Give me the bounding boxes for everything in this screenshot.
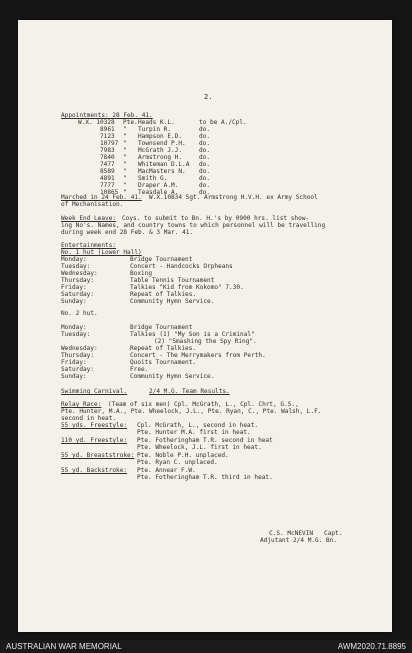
swim-result: Pte. Fotheringham T.R. third in heat. (137, 474, 273, 481)
appointment-rank: " (123, 147, 127, 154)
schedule-day: Tuesday: (61, 331, 91, 338)
schedule-event: Repeat of Talkies. (130, 291, 197, 298)
swim-event: 55 yd. Backstroke: (61, 467, 128, 474)
schedule-event: Table Tennis Tournament (130, 277, 215, 284)
schedule-event: Repeat of Talkies. (130, 345, 197, 352)
schedule-day: Friday: (61, 284, 87, 291)
appointment-number: 7477 (100, 161, 115, 168)
appointment-number: W.X. 10328 (78, 119, 115, 126)
schedule-event: Community Hymn Service. (130, 373, 215, 380)
relay-heading: Relay Race: (61, 401, 102, 408)
swimming-results-heading: 2/4 M.G. Team Results. (149, 388, 230, 395)
relay-text: (Team of six men) Cpl. McGrath, L., Cpl. Chrt, G.S., (108, 401, 299, 408)
appointment-action: to be A./Cpl. (199, 119, 247, 126)
marched-in-heading: Marched in 24 Feb. 41. (61, 194, 142, 201)
footer-institution: AUSTRALIAN WAR MEMORIAL (6, 642, 122, 651)
appointment-number: 8589 (100, 168, 115, 175)
schedule-day: Tuesday: (61, 263, 91, 270)
appointment-action: do. (199, 189, 211, 196)
week-end-leave-text-3: during week end 28 Feb. & 3 Mar. 41. (61, 229, 194, 236)
appointment-number: 10797 (100, 140, 119, 147)
appointment-name: MacMasters N. (138, 168, 186, 175)
appointment-rank: " (123, 126, 127, 133)
signature-title: Adjutant 2/4 M.G. Bn. (260, 537, 338, 544)
swim-result: Pte. Ryan C. unplaced. (137, 459, 218, 466)
week-end-leave-text: Coys. to submit to Bn. H.'s by 0900 hrs. list show- (122, 215, 310, 222)
schedule-event: Community Hymn Service. (130, 298, 215, 305)
relay-text-2: Pte. Hunter, M.A., Pte. Wheelock, J.L., Pte. Ryan, C., Pte. Walsh, L.F. (61, 408, 322, 415)
appointment-number: 4891 (100, 175, 115, 182)
appointment-action: do. (199, 140, 211, 147)
appointment-number: 7777 (100, 182, 115, 189)
appointments-heading: Appointments: 28 Feb. 41. (61, 112, 153, 119)
swim-result: Pte. Noble P.H. unplaced. (137, 452, 229, 459)
page-number: 2. (204, 93, 213, 101)
hut1-title: No. 1 hut (Lower Hall) (61, 249, 142, 256)
swim-result: Pte. Annear F.W. (137, 467, 196, 474)
appointment-rank: " (123, 140, 127, 147)
schedule-event: Free. (130, 366, 149, 373)
appointment-rank: " (123, 154, 127, 161)
signature-name: C.S. McNEVIN Capt. (269, 530, 343, 537)
swim-result: Pte. Fotheringham T.R. second in heat (137, 437, 273, 444)
schedule-event: Talkies (1) "My Son is a Criminal" (130, 331, 255, 338)
appointment-number: 7123 (100, 133, 115, 140)
footer-bar (0, 640, 412, 653)
appointment-number: 7840 (100, 154, 115, 161)
schedule-event: Quoits Tournament. (130, 359, 197, 366)
appointment-action: do. (199, 154, 211, 161)
swim-result: Cpl. McGrath, L., second in heat. (137, 422, 259, 429)
swim-result: Pte. Hunter M.A. first in heat. (137, 429, 251, 436)
appointment-action: do. (199, 175, 211, 182)
appointment-number: 8961 (100, 126, 115, 133)
appointment-name: Townsend P.H. (138, 140, 186, 147)
hut2-title: No. 2 hut. (61, 310, 98, 317)
schedule-event: Boxing (130, 270, 153, 277)
schedule-event: Bridge Tournament (130, 256, 193, 263)
appointment-rank: " (123, 182, 127, 189)
swim-event: 110 yd. Freestyle: (61, 437, 128, 444)
appointment-rank: " (123, 133, 127, 140)
appointment-name: McGrath J.J. (138, 147, 183, 154)
relay-text-3: second in heat. (61, 415, 117, 422)
appointment-action: do. (199, 147, 211, 154)
appointment-name: Hampson E.D. (138, 133, 183, 140)
schedule-day: Thursday: (61, 277, 95, 284)
appointment-rank: " (123, 189, 127, 196)
schedule-day: Thursday: (61, 352, 95, 359)
swimming-heading: Swimming Carnival. (61, 388, 128, 395)
schedule-day: Sunday: (61, 298, 87, 305)
appointment-action: do. (199, 168, 211, 175)
appointment-rank: " (123, 161, 127, 168)
schedule-day: Wednesday: (61, 345, 98, 352)
marched-in-text-2: of Mechanisation. (61, 201, 124, 208)
schedule-day: Monday: (61, 256, 87, 263)
schedule-day: Saturday: (61, 366, 95, 373)
appointment-name: Draper A.M. (138, 182, 179, 189)
appointment-rank: Pte. (123, 119, 138, 126)
appointment-action: do. (199, 126, 211, 133)
appointment-name: Armstrong H. (138, 154, 183, 161)
appointment-name: Heads K.L. (138, 119, 175, 126)
week-end-leave-text-2: ing No's. Names, and country towns to which personnel will be travelling (61, 222, 326, 229)
document-content (18, 20, 392, 632)
appointment-number: 10865 (100, 189, 119, 196)
schedule-day: Monday: (61, 324, 87, 331)
appointment-name: Smith G. (138, 175, 168, 182)
appointment-name: Whiteman D.L.A (138, 161, 190, 168)
marched-in-text: W.X.10834 Sgt. Armstrong H.V.H. ex Army School (149, 194, 318, 201)
appointment-action: do. (199, 161, 211, 168)
schedule-day: Sunday: (61, 373, 87, 380)
footer-accession-number: AWM2020.71.8895 (337, 642, 406, 651)
week-end-leave-heading: Week End Leave: (61, 215, 117, 222)
schedule-day: Friday: (61, 359, 87, 366)
appointment-rank: " (123, 168, 127, 175)
appointment-name: Turpin R. (138, 126, 172, 133)
schedule-event: Concert - Handcocks Orpheans (130, 263, 233, 270)
swim-event: 55 yd. Breaststroke: (61, 452, 135, 459)
schedule-day: Wednesday: (61, 270, 98, 277)
schedule-event: (2) "Smashing the Spy Ring". (154, 338, 257, 345)
appointment-name: Teasdale A. (138, 189, 179, 196)
appointment-number: 7983 (100, 147, 115, 154)
swim-event: 55 yds. Freestyle: (61, 422, 128, 429)
appointment-rank: " (123, 175, 127, 182)
swim-result: Pte. Wheelock, J.L. first in heat. (137, 444, 262, 451)
schedule-day: Saturday: (61, 291, 95, 298)
schedule-event: Talkies "Kid from Kokomo" 7.30. (130, 284, 244, 291)
entertainments-heading: Entertainments: (61, 242, 117, 249)
appointment-action: do. (199, 182, 211, 189)
schedule-event: Bridge Tournament (130, 324, 193, 331)
schedule-event: Concert - The Merrymakers from Perth. (130, 352, 266, 359)
appointment-action: do. (199, 133, 211, 140)
